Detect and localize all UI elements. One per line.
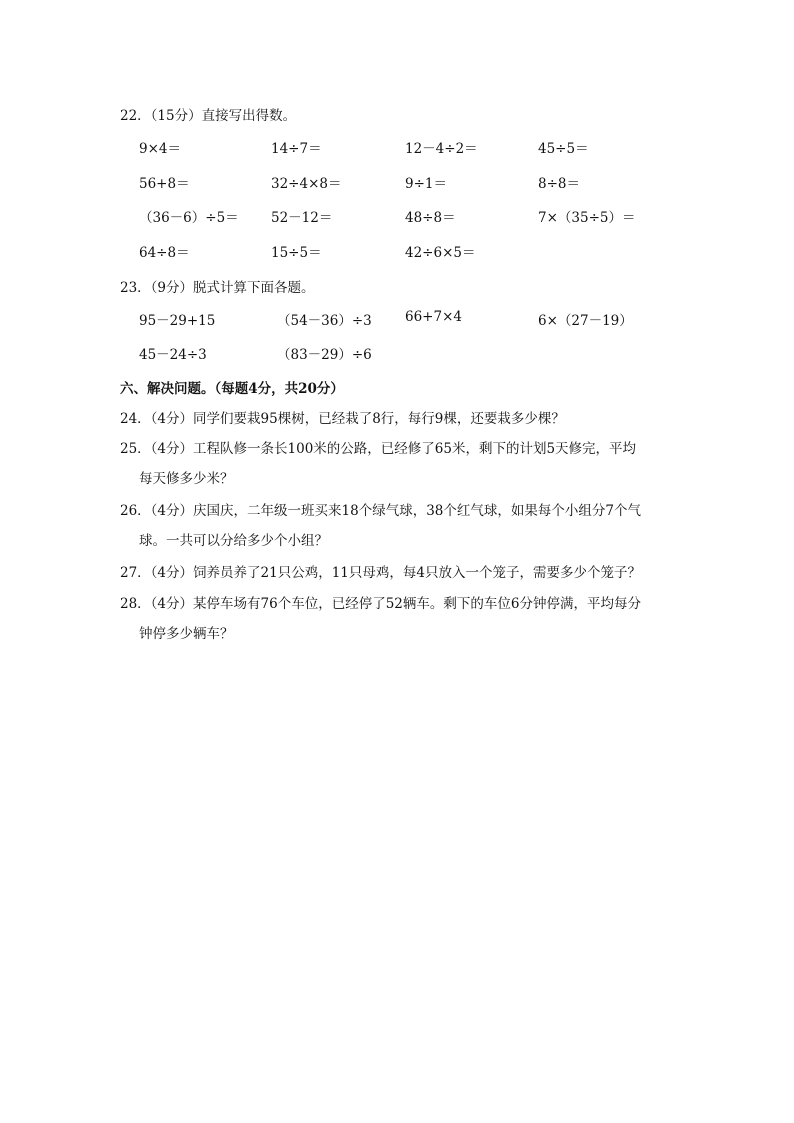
- problem-25: [120, 434, 680, 494]
- q23-row-2: [0, 343, 794, 363]
- q22-item: 42÷6×5＝: [405, 245, 476, 261]
- question-23-title: 23．（9分）脱式计算下面各题。: [120, 280, 315, 296]
- q23-item: （54－36）÷3: [277, 313, 372, 329]
- problem-text: 25．（4分）工程队修一条长100米的公路，已经修了65米，剩下的计划5天修完，平均: [120, 441, 637, 457]
- q22-item: 56+8＝: [139, 176, 190, 192]
- q22-item: （36－6）÷5＝: [139, 210, 239, 226]
- q23-item: 45－24÷3: [139, 347, 207, 363]
- problem-26: [120, 496, 680, 556]
- q22-row-1: [0, 137, 794, 157]
- problem-24: [120, 404, 680, 434]
- q22-item: 32÷4×8＝: [271, 176, 342, 192]
- q22-row-4: [0, 241, 794, 261]
- q23-item: （83－29）÷6: [277, 347, 372, 363]
- q22-item: 8÷8＝: [538, 176, 580, 192]
- problem-text-continued: 钟停多少辆车？: [139, 626, 234, 642]
- problem-text: 26．（4分）庆国庆，二年级一班买来18个绿气球，38个红气球，如果每个小组分7个气: [120, 503, 641, 519]
- q23-item: 66+7×4: [405, 309, 462, 325]
- q22-item: 12－4÷2＝: [405, 141, 478, 157]
- q22-item: 48÷8＝: [405, 210, 456, 226]
- q22-item: 9×4＝: [139, 141, 181, 157]
- q22-item: 7×（35÷5）＝: [538, 210, 636, 226]
- problem-text: 24．（4分）同学们要栽95棵树，已经栽了8行，每行9棵，还要栽多少棵？: [120, 411, 565, 427]
- problem-27: [120, 558, 680, 588]
- q23-item: 95－29+15: [139, 313, 216, 329]
- problem-text-continued: 每天修多少米？: [139, 471, 234, 487]
- q22-item: 9÷1＝: [405, 176, 447, 192]
- problem-text: 27．（4分）饲养员养了21只公鸡，11只母鸡，每4只放入一个笼子，需要多少个笼子？: [120, 565, 641, 581]
- section-6-title: 六、解决问题。（每题4分，共20分）: [120, 381, 344, 397]
- q22-item: 14÷7＝: [271, 141, 322, 157]
- q23-row-1: [0, 309, 794, 329]
- q22-item: 15÷5＝: [271, 245, 322, 261]
- q22-item: 45÷5＝: [538, 141, 589, 157]
- q22-row-2: [0, 172, 794, 192]
- problem-text-continued: 球。一共可以分给多少个小组？: [139, 533, 328, 549]
- q22-item: 52－12＝: [271, 210, 333, 226]
- q22-item: 64÷8＝: [139, 245, 190, 261]
- q23-item: 6×（27－19）: [538, 313, 633, 329]
- problem-text: 28．（4分）某停车场有76个车位，已经停了52辆车。剩下的车位6分钟停满，平均每分: [120, 596, 641, 612]
- q22-row-3: [0, 206, 794, 226]
- problem-28: [120, 589, 680, 649]
- question-22-title: 22．（15分）直接写出得数。: [120, 108, 297, 124]
